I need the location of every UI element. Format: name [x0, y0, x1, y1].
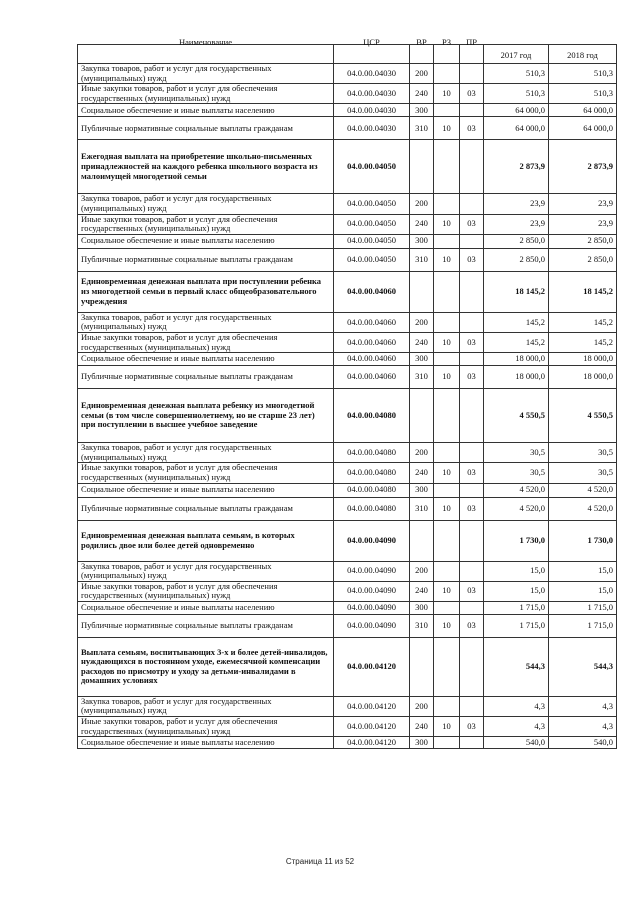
- table-row: [78, 104, 617, 117]
- cell-pr: [460, 353, 484, 366]
- cell-pr: [460, 104, 484, 117]
- cell-2018: 1 715,0: [549, 601, 617, 614]
- cell-vr: 310: [410, 497, 434, 520]
- cell-2017: 510,3: [484, 84, 549, 104]
- cell-csr: 04.0.00.04120: [334, 737, 410, 749]
- cell-rz: [434, 737, 460, 749]
- cell-2017: 2 873,9: [484, 140, 549, 194]
- cell-name: Публичные нормативные социальные выплаты гражданам: [78, 614, 334, 637]
- cell-vr: 200: [410, 696, 434, 716]
- table-row: [78, 312, 617, 332]
- cell-2017: 15,0: [484, 581, 549, 601]
- cell-pr: 03: [460, 248, 484, 271]
- cell-2017: 544,3: [484, 637, 549, 696]
- cell-2017: 1 715,0: [484, 614, 549, 637]
- table-row: [78, 520, 617, 561]
- cell-vr: 240: [410, 581, 434, 601]
- cell-vr: 200: [410, 312, 434, 332]
- cell-rz: 10: [434, 463, 460, 483]
- cell-rz: 10: [434, 332, 460, 352]
- cell-2018: 540,0: [549, 737, 617, 749]
- cell-rz: 10: [434, 614, 460, 637]
- cell-2018: 4 550,5: [549, 389, 617, 443]
- cell-pr: [460, 601, 484, 614]
- table-row: [78, 389, 617, 443]
- cell-vr: 300: [410, 234, 434, 248]
- cell-vr: 240: [410, 332, 434, 352]
- cell-name: Публичные нормативные социальные выплаты гражданам: [78, 248, 334, 271]
- cell-2018: 30,5: [549, 443, 617, 463]
- cell-name: Социальное обеспечение и иные выплаты населению: [78, 104, 334, 117]
- cell-2017: 2 850,0: [484, 234, 549, 248]
- cell-pr: [460, 443, 484, 463]
- cell-2017: 1 730,0: [484, 520, 549, 561]
- cell-csr: 04.0.00.04120: [334, 696, 410, 716]
- cell-vr: 200: [410, 194, 434, 214]
- cell-2018: 1 730,0: [549, 520, 617, 561]
- cell-2018: 15,0: [549, 561, 617, 581]
- cell-2017: 4,3: [484, 717, 549, 737]
- cell-2018: 23,9: [549, 194, 617, 214]
- table-row: [78, 64, 617, 84]
- cell-csr: 04.0.00.04090: [334, 561, 410, 581]
- cell-name: Ежегодная выплата на приобретение школьно-письменных принадлежностей на каждого ребенка школьного возраста из малоимущей многодетной семьи: [78, 140, 334, 194]
- cell-name: Закупка товаров, работ и услуг для государственных (муниципальных) нужд: [78, 312, 334, 332]
- cell-name: Социальное обеспечение и иные выплаты населению: [78, 483, 334, 497]
- cell-csr: 04.0.00.04060: [334, 271, 410, 312]
- cell-name: Иные закупки товаров, работ и услуг для обеспечения государственных (муниципальных) нужд: [78, 84, 334, 104]
- cell-pr: [460, 194, 484, 214]
- table-row: [78, 248, 617, 271]
- cell-2017: 18 000,0: [484, 366, 549, 389]
- table-row: [78, 614, 617, 637]
- cell-2018: 64 000,0: [549, 104, 617, 117]
- header-2018: 2018 год: [549, 45, 617, 64]
- table-row: [78, 332, 617, 352]
- cell-name: Выплата семьям, воспитывающих 3-х и более детей-инвалидов, нуждающихся в постоянном уходе, ежемесячной компенсации расходов по присмотру и уходу за детьми-инвалидами в домашних условиях: [78, 637, 334, 696]
- cell-csr: 04.0.00.04080: [334, 443, 410, 463]
- cell-vr: 240: [410, 84, 434, 104]
- table-row: [78, 581, 617, 601]
- header-pr: ПР: [460, 45, 484, 64]
- cell-csr: 04.0.00.04030: [334, 84, 410, 104]
- table-row: [78, 717, 617, 737]
- cell-rz: 10: [434, 84, 460, 104]
- table-row: [78, 497, 617, 520]
- cell-2018: 15,0: [549, 581, 617, 601]
- cell-vr: 200: [410, 443, 434, 463]
- cell-vr: 200: [410, 561, 434, 581]
- cell-rz: 10: [434, 214, 460, 234]
- header-name: Наименование: [78, 45, 334, 64]
- cell-csr: 04.0.00.04060: [334, 366, 410, 389]
- cell-name: Иные закупки товаров, работ и услуг для обеспечения государственных (муниципальных) нужд: [78, 463, 334, 483]
- cell-2017: 64 000,0: [484, 104, 549, 117]
- cell-pr: 03: [460, 214, 484, 234]
- table-row: [78, 194, 617, 214]
- cell-vr: 240: [410, 214, 434, 234]
- cell-name: Социальное обеспечение и иные выплаты населению: [78, 737, 334, 749]
- cell-rz: [434, 194, 460, 214]
- cell-2018: 18 000,0: [549, 366, 617, 389]
- header-vr: ВР: [410, 45, 434, 64]
- cell-pr: 03: [460, 717, 484, 737]
- cell-vr: 300: [410, 353, 434, 366]
- cell-pr: 03: [460, 497, 484, 520]
- cell-name: Единовременная денежная выплата при поступлении ребенка из многодетной семьи в первый класс общеобразовательного учреждения: [78, 271, 334, 312]
- cell-name: Публичные нормативные социальные выплаты гражданам: [78, 497, 334, 520]
- cell-2017: 18 145,2: [484, 271, 549, 312]
- cell-rz: [434, 234, 460, 248]
- cell-2017: 145,2: [484, 332, 549, 352]
- cell-2018: 544,3: [549, 637, 617, 696]
- cell-vr: 240: [410, 463, 434, 483]
- cell-vr: 300: [410, 737, 434, 749]
- cell-rz: [434, 696, 460, 716]
- table-row: [78, 601, 617, 614]
- table-row: [78, 463, 617, 483]
- cell-name: Иные закупки товаров, работ и услуг для обеспечения государственных (муниципальных) нужд: [78, 332, 334, 352]
- cell-csr: 04.0.00.04090: [334, 601, 410, 614]
- cell-rz: [434, 637, 460, 696]
- cell-pr: 03: [460, 332, 484, 352]
- cell-csr: 04.0.00.04030: [334, 117, 410, 140]
- table-row: [78, 84, 617, 104]
- cell-2018: 2 850,0: [549, 234, 617, 248]
- table-row: [78, 234, 617, 248]
- cell-2017: 30,5: [484, 463, 549, 483]
- cell-vr: [410, 637, 434, 696]
- cell-2017: 18 000,0: [484, 353, 549, 366]
- cell-name: Единовременная денежная выплата семьям, в которых родились двое или более детей одновременно: [78, 520, 334, 561]
- table-row: [78, 271, 617, 312]
- cell-csr: 04.0.00.04080: [334, 389, 410, 443]
- cell-2017: 1 715,0: [484, 601, 549, 614]
- cell-pr: [460, 312, 484, 332]
- cell-pr: 03: [460, 84, 484, 104]
- cell-name: Иные закупки товаров, работ и услуг для обеспечения государственных (муниципальных) нужд: [78, 581, 334, 601]
- cell-rz: [434, 561, 460, 581]
- cell-rz: [434, 483, 460, 497]
- cell-2017: 4,3: [484, 696, 549, 716]
- cell-pr: [460, 483, 484, 497]
- cell-name: Публичные нормативные социальные выплаты гражданам: [78, 366, 334, 389]
- table-row: [78, 696, 617, 716]
- cell-rz: 10: [434, 581, 460, 601]
- cell-csr: 04.0.00.04050: [334, 234, 410, 248]
- cell-pr: 03: [460, 463, 484, 483]
- cell-rz: [434, 389, 460, 443]
- cell-csr: 04.0.00.04060: [334, 332, 410, 352]
- cell-2017: 2 850,0: [484, 248, 549, 271]
- cell-rz: [434, 520, 460, 561]
- cell-rz: 10: [434, 717, 460, 737]
- cell-name: Закупка товаров, работ и услуг для государственных (муниципальных) нужд: [78, 696, 334, 716]
- cell-rz: [434, 271, 460, 312]
- cell-csr: 04.0.00.04050: [334, 194, 410, 214]
- table-row: [78, 353, 617, 366]
- cell-rz: [434, 353, 460, 366]
- cell-pr: [460, 737, 484, 749]
- cell-vr: 200: [410, 64, 434, 84]
- cell-rz: 10: [434, 366, 460, 389]
- cell-pr: [460, 234, 484, 248]
- cell-rz: 10: [434, 248, 460, 271]
- cell-2017: 23,9: [484, 214, 549, 234]
- cell-vr: 310: [410, 248, 434, 271]
- cell-2017: 4 520,0: [484, 483, 549, 497]
- header-rz: РЗ: [434, 45, 460, 64]
- cell-vr: [410, 140, 434, 194]
- cell-rz: [434, 312, 460, 332]
- cell-2018: 4 520,0: [549, 497, 617, 520]
- cell-csr: 04.0.00.04080: [334, 483, 410, 497]
- cell-pr: 03: [460, 366, 484, 389]
- header-2017: 2017 год: [484, 45, 549, 64]
- cell-2017: 23,9: [484, 194, 549, 214]
- cell-2017: 510,3: [484, 64, 549, 84]
- table-row: [78, 117, 617, 140]
- table-row: [78, 366, 617, 389]
- cell-pr: [460, 561, 484, 581]
- table-row: [78, 483, 617, 497]
- cell-name: Иные закупки товаров, работ и услуг для обеспечения государственных (муниципальных) нужд: [78, 717, 334, 737]
- cell-rz: [434, 443, 460, 463]
- cell-vr: [410, 389, 434, 443]
- cell-2018: 2 850,0: [549, 248, 617, 271]
- cell-pr: [460, 271, 484, 312]
- cell-2018: 18 000,0: [549, 353, 617, 366]
- cell-2018: 1 715,0: [549, 614, 617, 637]
- cell-name: Закупка товаров, работ и услуг для государственных (муниципальных) нужд: [78, 194, 334, 214]
- cell-name: Социальное обеспечение и иные выплаты населению: [78, 601, 334, 614]
- cell-2018: 145,2: [549, 332, 617, 352]
- cell-rz: [434, 140, 460, 194]
- cell-2017: 4 520,0: [484, 497, 549, 520]
- cell-vr: 300: [410, 104, 434, 117]
- cell-csr: 04.0.00.04080: [334, 497, 410, 520]
- cell-2017: 540,0: [484, 737, 549, 749]
- cell-csr: 04.0.00.04120: [334, 637, 410, 696]
- cell-2018: 4,3: [549, 696, 617, 716]
- cell-name: Закупка товаров, работ и услуг для государственных (муниципальных) нужд: [78, 561, 334, 581]
- cell-name: Закупка товаров, работ и услуг для государственных (муниципальных) нужд: [78, 443, 334, 463]
- table-row: [78, 214, 617, 234]
- cell-2017: 30,5: [484, 443, 549, 463]
- cell-csr: 04.0.00.04030: [334, 64, 410, 84]
- cell-rz: [434, 601, 460, 614]
- cell-vr: [410, 520, 434, 561]
- table-row: [78, 561, 617, 581]
- cell-rz: [434, 104, 460, 117]
- cell-pr: 03: [460, 581, 484, 601]
- cell-vr: 310: [410, 366, 434, 389]
- cell-2018: 145,2: [549, 312, 617, 332]
- cell-2018: 510,3: [549, 84, 617, 104]
- cell-csr: 04.0.00.04050: [334, 214, 410, 234]
- budget-table: [77, 37, 617, 749]
- cell-csr: 04.0.00.04090: [334, 581, 410, 601]
- cell-vr: [410, 271, 434, 312]
- cell-vr: 300: [410, 483, 434, 497]
- cell-csr: 04.0.00.04090: [334, 614, 410, 637]
- cell-pr: [460, 520, 484, 561]
- header-csr: ЦСР: [334, 45, 410, 64]
- table-row: [78, 737, 617, 749]
- cell-pr: [460, 696, 484, 716]
- cell-csr: 04.0.00.04090: [334, 520, 410, 561]
- cell-csr: 04.0.00.04060: [334, 312, 410, 332]
- cell-csr: 04.0.00.04060: [334, 353, 410, 366]
- cell-vr: 310: [410, 117, 434, 140]
- table-header-row: [78, 45, 617, 64]
- cell-name: Единовременная денежная выплата ребенку из многодетной семьи (в том числе совершеннолетнему, но не старше 23 лет) при поступлении в высшее учебное заведение: [78, 389, 334, 443]
- cell-pr: 03: [460, 117, 484, 140]
- table-row: [78, 443, 617, 463]
- cell-name: Закупка товаров, работ и услуг для государственных (муниципальных) нужд: [78, 64, 334, 84]
- cell-2018: 510,3: [549, 64, 617, 84]
- cell-csr: 04.0.00.04080: [334, 463, 410, 483]
- cell-name: Публичные нормативные социальные выплаты гражданам: [78, 117, 334, 140]
- cell-rz: 10: [434, 497, 460, 520]
- cell-2018: 18 145,2: [549, 271, 617, 312]
- cell-2018: 23,9: [549, 214, 617, 234]
- cell-vr: 310: [410, 614, 434, 637]
- cell-rz: [434, 64, 460, 84]
- cell-csr: 04.0.00.04050: [334, 140, 410, 194]
- cell-2018: 64 000,0: [549, 117, 617, 140]
- cell-csr: 04.0.00.04050: [334, 248, 410, 271]
- cell-vr: 300: [410, 601, 434, 614]
- cell-2017: 145,2: [484, 312, 549, 332]
- cell-2018: 4,3: [549, 717, 617, 737]
- cell-2017: 4 550,5: [484, 389, 549, 443]
- cell-pr: 03: [460, 614, 484, 637]
- cell-vr: 240: [410, 717, 434, 737]
- cell-name: Социальное обеспечение и иные выплаты населению: [78, 234, 334, 248]
- cell-rz: 10: [434, 117, 460, 140]
- cell-pr: [460, 389, 484, 443]
- table-row: [78, 140, 617, 194]
- cell-2018: 4 520,0: [549, 483, 617, 497]
- cell-2018: 30,5: [549, 463, 617, 483]
- cell-2017: 64 000,0: [484, 117, 549, 140]
- page-number: Страница 11 из 52: [285, 857, 355, 866]
- cell-csr: 04.0.00.04120: [334, 717, 410, 737]
- cell-2018: 2 873,9: [549, 140, 617, 194]
- cell-2017: 15,0: [484, 561, 549, 581]
- cell-name: Иные закупки товаров, работ и услуг для обеспечения государственных (муниципальных) нужд: [78, 214, 334, 234]
- table-row: [78, 637, 617, 696]
- cell-name: Социальное обеспечение и иные выплаты населению: [78, 353, 334, 366]
- cell-pr: [460, 637, 484, 696]
- cell-csr: 04.0.00.04030: [334, 104, 410, 117]
- cell-pr: [460, 64, 484, 84]
- cell-pr: [460, 140, 484, 194]
